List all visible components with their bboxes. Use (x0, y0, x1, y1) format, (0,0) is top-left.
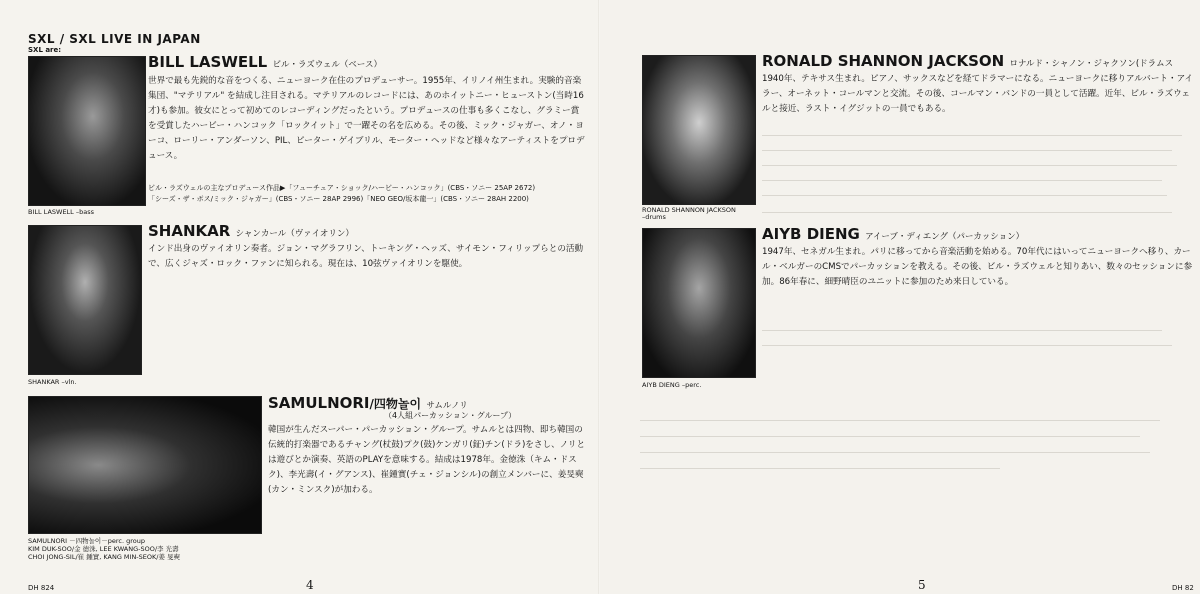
catalog-code-right: DH 82 (1172, 584, 1194, 592)
bill-laswell-photo (28, 56, 146, 206)
page-number-left: 4 (306, 578, 314, 592)
bill-laswell-name (148, 53, 382, 71)
page-number-right: 5 (918, 578, 926, 592)
shankar-caption: SHANKAR –vln. (28, 378, 77, 386)
subheader: SXL are: (28, 46, 62, 54)
ronald-shannon-jackson-caption-1: RONALD SHANNON JACKSON (642, 206, 736, 214)
show-through-line (640, 452, 1150, 453)
show-through-line (762, 165, 1177, 166)
samulnori-caption-1: SAMULNORI －四物놀이－perc. group (28, 537, 145, 545)
samulnori-caption-2: KIM DUK-SOO/金 德洙, LEE KWANG-SOO/李 光壽 (28, 545, 179, 553)
right-page (600, 0, 1200, 594)
bill-laswell-kana: ビル・ラズウェル（ベース） (272, 60, 382, 70)
bill-laswell-works-2: 「シーズ・ザ・ボス/ミック・ジャガー」(CBS・ソニー 28AP 2996)「NEO GEO/坂本龍一」(CBS・ソニー 28AH 2200) (148, 195, 529, 203)
show-through-line (762, 150, 1172, 151)
booklet-header: SXL / SXL LIVE IN JAPAN (28, 32, 201, 46)
show-through-line (640, 436, 1140, 437)
aiyb-dieng-bio: 1947年、セネガル生まれ。パリに移ってから音楽活動を始める。70年代にはいってニューヨークへ移り、カール・ベルガーのCMSでパーカッションを教える。その後、ビル・ラズウェルと知りあい、数々のセッションに参加。86年春に、細野晴臣のユニットに参加のため来日している。 (762, 247, 1193, 287)
shankar-kana: シャンカール（ヴァイオリン） (235, 229, 354, 239)
aiyb-dieng-caption: AIYB DIENG –perc. (642, 381, 702, 389)
ronald-shannon-jackson-title: RONALD SHANNON JACKSON (762, 52, 1005, 70)
show-through-line (762, 180, 1162, 181)
ronald-shannon-jackson-caption-2: –drums (642, 213, 666, 221)
show-through-line (640, 420, 1160, 421)
show-through-line (762, 330, 1162, 331)
samulnori-hangul: /四物놀이 (369, 397, 422, 411)
bill-laswell-title: BILL LASWELL (148, 53, 268, 71)
samulnori-kana-2: （4人組パーカッション・グループ） (384, 411, 517, 420)
ronald-shannon-jackson-kana: ロナルド・シャノン・ジャクソン(ドラムス (1009, 59, 1174, 69)
aiyb-dieng-title: AIYB DIENG (762, 225, 860, 243)
samulnori-caption-3: CHOI JONG-SIL/崔 鍾實, KANG MIN-SEOK/姜 旻奭 (28, 553, 181, 561)
ronald-shannon-jackson-photo (642, 55, 756, 205)
bill-laswell-caption: BILL LASWELL –bass (28, 208, 95, 216)
ronald-shannon-jackson-bio: 1940年、テキサス生まれ。ピアノ、サックスなどを経てドラマーになる。ニューヨークに移りアルバート・アイラー、オーネット・コールマンと交流。その後、コールマン・バンドの一員として活躍。近年、ビル・ラズウェルと接近、ラスト・イグジットの一員でもある。 (762, 74, 1194, 114)
shankar-bio: インド出身のヴァイオリン奏者。ジョン・マグラフリン、トーキング・ヘッズ、サイモン・フィリップらとの活動で、広くジャズ・ロック・ファンに知られる。現在は、10弦ヴァイオリンを駆使。 (148, 244, 584, 269)
show-through-line (762, 345, 1172, 346)
samulnori-kana: サムルノリ (426, 401, 468, 411)
show-through-line (640, 468, 1000, 469)
show-through-line (762, 212, 1172, 213)
aiyb-dieng-name (762, 225, 1024, 243)
shankar-photo (28, 225, 142, 375)
show-through-line (762, 135, 1182, 136)
aiyb-dieng-kana: アイーブ・ディエング（パーカッション） (865, 232, 1025, 242)
samulnori-photo (28, 396, 262, 534)
samulnori-bio: 韓国が生んだスーパー・パーカッション・グループ。サムルとは四物、即ち韓国の伝統的打楽器であるチャング(杖鼓)プク(鼓)ケンガリ(鉦)チン(ドラ)をさし、ノリとは遊びとか演奏、英語のPLAYを意味する。結成は1978年。金徳洙（キム・ドスク)、李光壽(イ・グアンス)、崔鍾實(チェ・ジョンシル)の創立メンバーに、姜旻奭(カン・ミンスク)が加わる。 (268, 425, 586, 495)
samulnori-title: SAMULNORI (268, 394, 370, 412)
bill-laswell-bio: 世界で最も先鋭的な音をつくる、ニューヨーク在住のプロデューサー。1955年、イリノイ州生まれ。実験的音楽集団、"マテリアル" を結成し注目される。マテリアルのレコードには、あのホイットニー・ヒューストン(当時16才)も参加。彼女にとって初めてのレコーディングだったという。プロデュースの仕事も多くこなし、グラミー賞を受賞したハービー・ハンコック「ロックイット」で一躍その名を広める。その後、ミック・ジャガー、オノ・ヨーコ、ローリー・アンダーソン、PIL、ピーター・ゲイブリル、モーター・ヘッドなど様々なアーティストをプロデュース。 (148, 76, 585, 161)
catalog-code-left: DH 824 (28, 584, 55, 592)
shankar-title: SHANKAR (148, 222, 231, 240)
show-through-line (762, 195, 1167, 196)
bill-laswell-works-1: ビル・ラズウェルの主なプロデュース作品▶「フューチュア・ショック/ハービー・ハンコック」(CBS・ソニー 25AP 2672) (148, 184, 536, 192)
ronald-shannon-jackson-name (762, 52, 1173, 70)
shankar-name (148, 222, 354, 240)
aiyb-dieng-photo (642, 228, 756, 378)
